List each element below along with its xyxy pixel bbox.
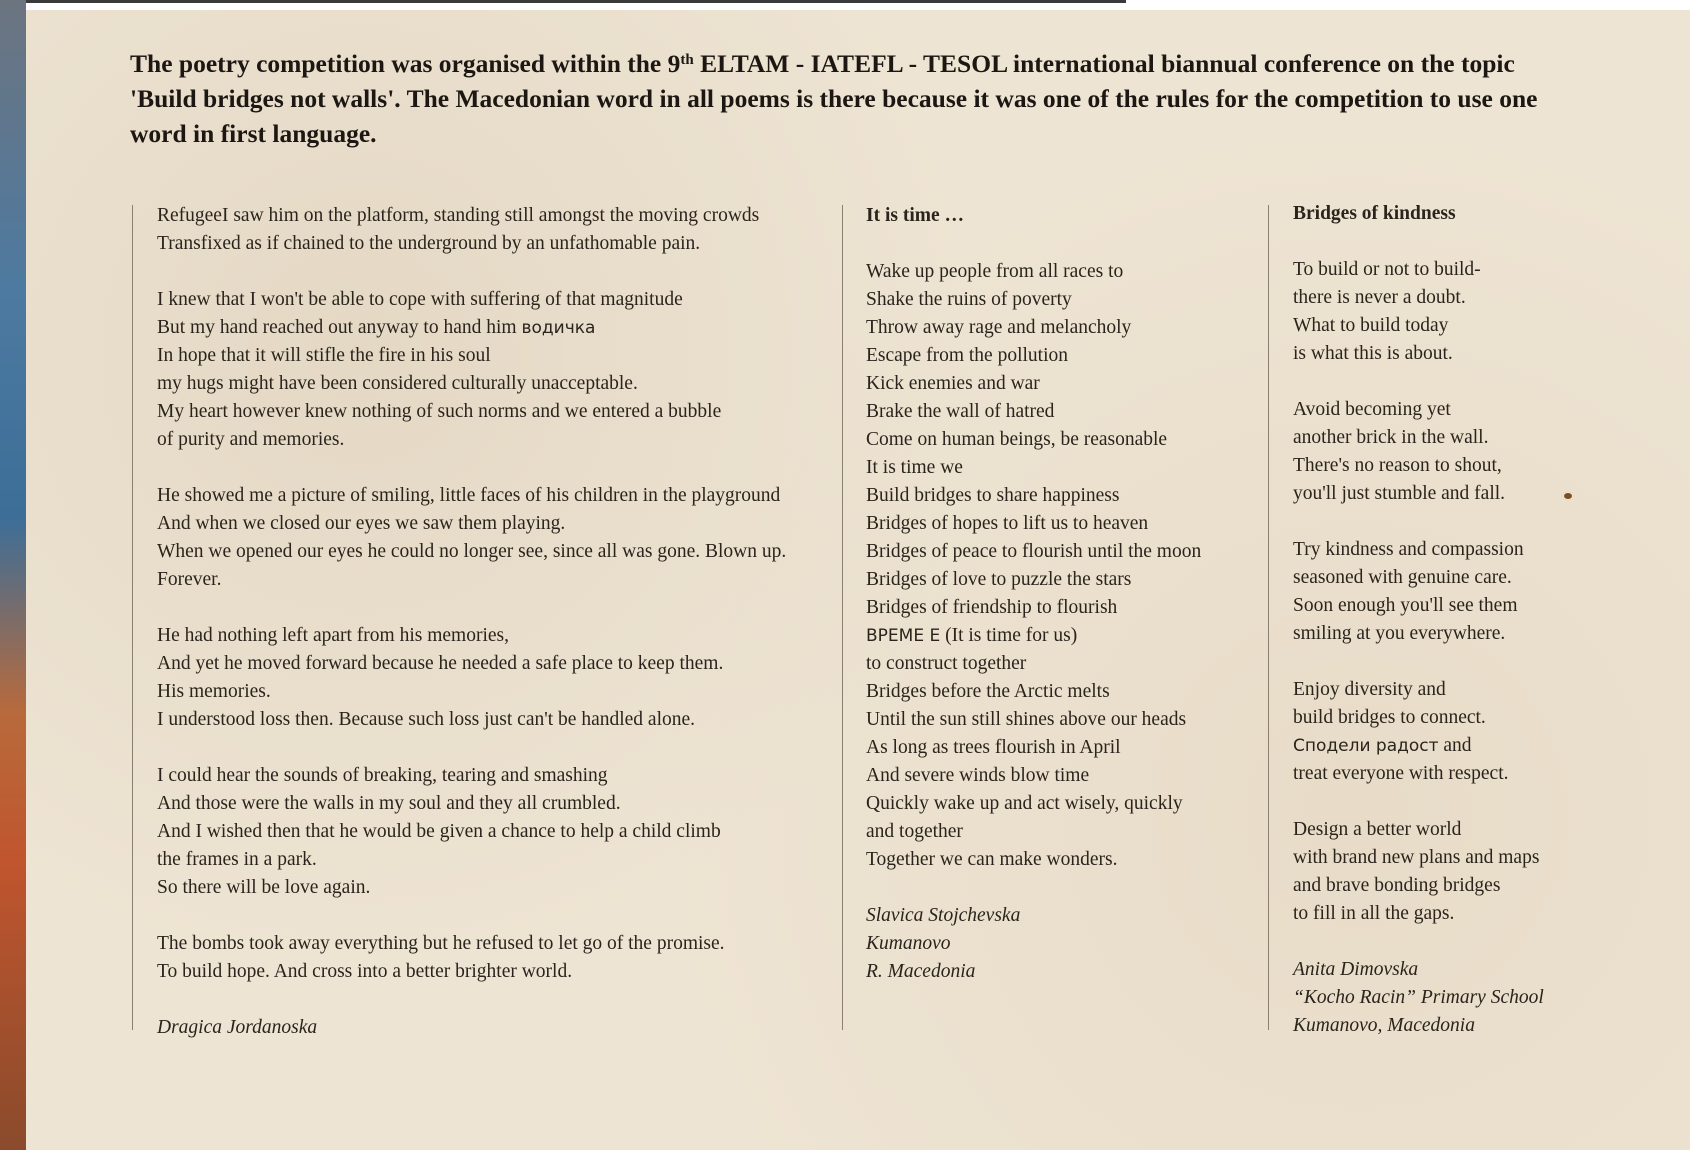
column-divider-3 xyxy=(1268,205,1269,1030)
poem-line: He had nothing left apart from his memories, xyxy=(157,625,509,646)
poem-line: Bridges of hopes to lift us to heaven xyxy=(866,513,1149,534)
line-text: (It is time for us) xyxy=(940,625,1078,646)
stanza xyxy=(157,622,837,734)
poem-line: Try kindness and compassion xyxy=(1293,539,1524,560)
poem-line: When we opened our eyes he could no longer see, since all was gone. Blown up. xyxy=(157,541,787,562)
poem-refugee xyxy=(157,202,837,1042)
poem-line: you'll just stumble and fall. xyxy=(1293,483,1506,504)
poem-title: Bridges of kindness xyxy=(1293,203,1456,224)
poem-line: There's no reason to shout, xyxy=(1293,455,1502,476)
poem-line: and together xyxy=(866,821,963,842)
poem-line: And when we closed our eyes we saw them playing. xyxy=(157,513,566,534)
stanza xyxy=(1293,396,1673,508)
poem-line: is what this is about. xyxy=(1293,343,1453,364)
stanza xyxy=(866,258,1256,874)
author-block xyxy=(866,902,1256,986)
stanza xyxy=(157,482,837,594)
line-text: and xyxy=(1438,735,1472,756)
poem-line: What to build today xyxy=(1293,315,1449,336)
poem-line: I could hear the sounds of breaking, tearing and smashing xyxy=(157,765,608,786)
author-affiliation: Kumanovo xyxy=(866,933,951,954)
intro-text-1: The poetry competition was organised within the 9 xyxy=(130,49,681,78)
poem-line: Shake the ruins of poverty xyxy=(866,289,1072,310)
poem-line: the frames in a park. xyxy=(157,849,317,870)
stanza xyxy=(157,286,837,454)
poem-title: It is time … xyxy=(866,205,965,226)
intro-paragraph xyxy=(130,46,1570,151)
poem-line: Wake up people from all races to xyxy=(866,261,1124,282)
poem-line: build bridges to connect. xyxy=(1293,707,1486,728)
stanza xyxy=(1293,256,1673,368)
poem-line: Build bridges to share happiness xyxy=(866,485,1120,506)
intro-superscript: th xyxy=(680,52,694,68)
poem-line: Kick enemies and war xyxy=(866,373,1040,394)
poem-line: It is time we xyxy=(866,457,963,478)
adjacent-page-edge xyxy=(0,0,26,1150)
poem-line: I understood loss then. Because such loss just can't be handled alone. xyxy=(157,709,696,730)
poem-line: Come on human beings, be reasonable xyxy=(866,429,1168,450)
poem-line: My heart however knew nothing of such norms and we entered a bubble xyxy=(157,401,722,422)
author-block xyxy=(157,1014,837,1042)
poem-line: Quickly wake up and act wisely, quickly xyxy=(866,793,1183,814)
poem-line: Together we can make wonders. xyxy=(866,849,1118,870)
poem-line: Bridges of friendship to flourish xyxy=(866,597,1118,618)
poem-line: And I wished then that he would be given a chance to help a child climb xyxy=(157,821,721,842)
stanza xyxy=(157,930,837,986)
poem-line xyxy=(866,622,1256,650)
poem-line: Bridges before the Arctic melts xyxy=(866,681,1110,702)
line-text: But my hand reached out anyway to hand him xyxy=(157,317,522,338)
poem-line: with brand new plans and maps xyxy=(1293,847,1540,868)
poem-it-is-time xyxy=(866,202,1256,986)
poem-line: He showed me a picture of smiling, little faces of his children in the playground xyxy=(157,485,781,506)
poem-line: there is never a doubt. xyxy=(1293,287,1466,308)
poem-line: treat everyone with respect. xyxy=(1293,763,1509,784)
stanza xyxy=(157,202,837,258)
macedonian-word: ВРЕМЕ Е xyxy=(866,626,941,646)
poem-line: another brick in the wall. xyxy=(1293,427,1489,448)
poem-line: The bombs took away everything but he refused to let go of the promise. xyxy=(157,933,725,954)
poem-line: Bridges of peace to flourish until the moon xyxy=(866,541,1202,562)
author-affiliation: R. Macedonia xyxy=(866,961,976,982)
poem-line: Soon enough you'll see them xyxy=(1293,595,1518,616)
poem-line: Escape from the pollution xyxy=(866,345,1068,366)
author-block xyxy=(1293,956,1673,1040)
poem-line: Avoid becoming yet xyxy=(1293,399,1451,420)
macedonian-word: водичка xyxy=(521,318,596,338)
poem-line: Transfixed as if chained to the underground by an unfathomable pain. xyxy=(157,233,701,254)
stanza xyxy=(1293,536,1673,648)
ink-speck xyxy=(1564,493,1572,499)
poem-line: Brake the wall of hatred xyxy=(866,401,1055,422)
poem-line: So there will be love again. xyxy=(157,877,371,898)
poem-line: Enjoy diversity and xyxy=(1293,679,1446,700)
author-affiliation: “Kocho Racin” Primary School xyxy=(1293,987,1544,1008)
intro-text-2: ELTAM - IATEFL - TESOL international biannual conference on the topic 'Build bridges not walls'. The Macedonian word in all poems is there because it was one of the rules for the competition to use one word in first language. xyxy=(130,49,1538,148)
poem-line: And yet he moved forward because he needed a safe place to keep them. xyxy=(157,653,724,674)
poem-line: In hope that it will stifle the fire in his soul xyxy=(157,345,491,366)
scan-bottom-margin xyxy=(0,1150,1700,1169)
poem-line: Forever. xyxy=(157,569,222,590)
poem-line: I knew that I won't be able to cope with suffering of that magnitude xyxy=(157,289,683,310)
author-affiliation: Kumanovo, Macedonia xyxy=(1293,1015,1475,1036)
poem-line: Design a better world xyxy=(1293,819,1462,840)
author-name: Dragica Jordanoska xyxy=(157,1017,318,1038)
author-name: Anita Dimovska xyxy=(1293,959,1419,980)
poem-line: Until the sun still shines above our heads xyxy=(866,709,1187,730)
poem-line: And those were the walls in my soul and they all crumbled. xyxy=(157,793,621,814)
poem-line: Throw away rage and melancholy xyxy=(866,317,1132,338)
scan-top-edge xyxy=(26,0,1126,3)
poem-line: and brave bonding bridges xyxy=(1293,875,1501,896)
poem-line: seasoned with genuine care. xyxy=(1293,567,1512,588)
poem-line: RefugeeI saw him on the platform, standing still amongst the moving crowds xyxy=(157,205,760,226)
poem-line xyxy=(157,314,837,342)
stanza xyxy=(157,762,837,902)
poem-line: To build or not to build- xyxy=(1293,259,1481,280)
poem-line: And severe winds blow time xyxy=(866,765,1090,786)
stanza xyxy=(1293,816,1673,928)
column-divider-2 xyxy=(842,205,843,1030)
poem-line: Bridges of love to puzzle the stars xyxy=(866,569,1132,590)
poem-line: smiling at you everywhere. xyxy=(1293,623,1506,644)
poem-line: of purity and memories. xyxy=(157,429,345,450)
poem-line: my hugs might have been considered culturally unacceptable. xyxy=(157,373,638,394)
poem-line: to fill in all the gaps. xyxy=(1293,903,1455,924)
stanza xyxy=(1293,676,1673,788)
column-divider-1 xyxy=(132,205,133,1030)
poem-bridges-of-kindness xyxy=(1293,200,1673,1040)
poem-line: His memories. xyxy=(157,681,271,702)
poem-line: As long as trees flourish in April xyxy=(866,737,1121,758)
macedonian-word: Сподели радост xyxy=(1293,736,1439,756)
poem-line: To build hope. And cross into a better brighter world. xyxy=(157,961,573,982)
poem-line: to construct together xyxy=(866,653,1027,674)
author-name: Slavica Stojchevska xyxy=(866,905,1021,926)
poem-line xyxy=(1293,732,1673,760)
